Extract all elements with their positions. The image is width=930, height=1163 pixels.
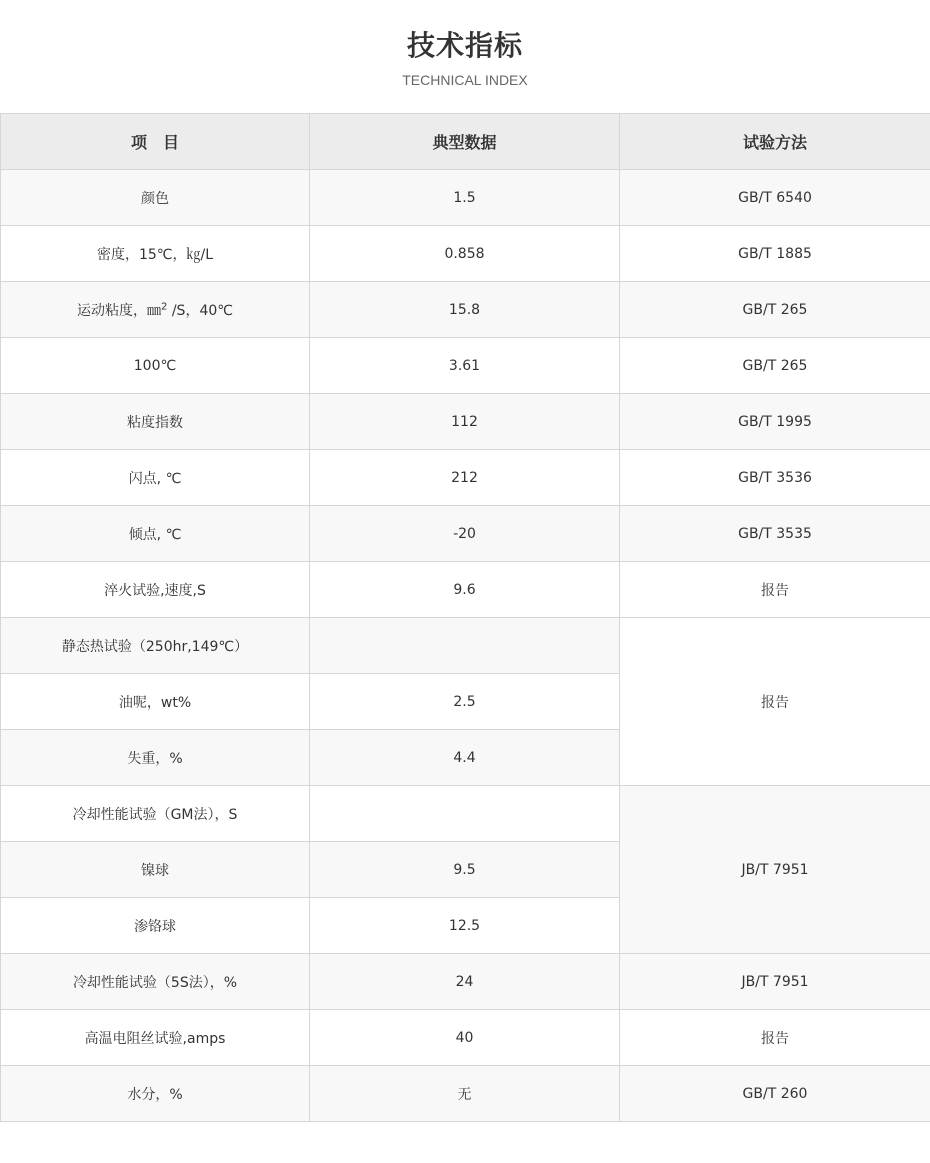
value-cell: 40 [310, 1010, 620, 1066]
superscript: 2 [161, 300, 168, 312]
table-row [1, 450, 930, 506]
value-cell: 4.4 [310, 730, 620, 786]
table-row [1, 170, 930, 226]
item-cell: 淬火试验,速度,S [1, 562, 310, 618]
method-cell: GB/T 265 [620, 282, 930, 338]
column-header-method: 试验方法 [620, 114, 930, 170]
value-cell: 0.858 [310, 226, 620, 282]
value-cell: 9.5 [310, 842, 620, 898]
value-cell [310, 786, 620, 842]
value-cell: 112 [310, 394, 620, 450]
method-cell: JB/T 7951 [620, 954, 930, 1010]
item-cell: 颜色 [1, 170, 310, 226]
value-cell: 无 [310, 1066, 620, 1122]
page-title: 技术指标 [406, 29, 523, 62]
item-cell: 密度，15℃，㎏/L [1, 226, 310, 282]
item-cell: 油呢，wt% [1, 674, 310, 730]
method-cell: GB/T 265 [620, 338, 930, 394]
table-row [1, 618, 930, 674]
table-row [1, 226, 930, 282]
table-row [1, 786, 930, 842]
value-cell: 2.5 [310, 674, 620, 730]
table-row [1, 394, 930, 450]
value-cell: -20 [310, 506, 620, 562]
item-cell: 100℃ [1, 338, 310, 394]
table-row [1, 338, 930, 394]
item-cell: 失重，% [1, 730, 310, 786]
value-cell: 212 [310, 450, 620, 506]
page-subtitle: TECHNICAL INDEX [402, 72, 528, 88]
item-cell: 镍球 [1, 842, 310, 898]
table-row [1, 1066, 930, 1122]
value-cell [310, 618, 620, 674]
value-cell: 12.5 [310, 898, 620, 954]
table-row [1, 562, 930, 618]
method-cell: GB/T 3536 [620, 450, 930, 506]
value-cell: 24 [310, 954, 620, 1010]
table-row [1, 506, 930, 562]
value-cell: 3.61 [310, 338, 620, 394]
value-cell: 1.5 [310, 170, 620, 226]
item-cell: 倾点, ℃ [1, 506, 310, 562]
column-header-item: 项 目 [1, 114, 310, 170]
table-header-row [1, 114, 930, 170]
method-cell: GB/T 1885 [620, 226, 930, 282]
method-cell: GB/T 6540 [620, 170, 930, 226]
method-cell: GB/T 260 [620, 1066, 930, 1122]
item-cell: 渗铬球 [1, 898, 310, 954]
item-cell: 冷却性能试验（GM法），S [1, 786, 310, 842]
item-cell: 闪点, ℃ [1, 450, 310, 506]
value-cell: 15.8 [310, 282, 620, 338]
method-cell: GB/T 1995 [620, 394, 930, 450]
table-row [1, 1010, 930, 1066]
method-cell: 报告 [620, 562, 930, 618]
item-text: 运动粘度，㎜ [77, 302, 162, 319]
method-cell-merged: 报告 [620, 618, 930, 786]
value-cell: 9.6 [310, 562, 620, 618]
item-cell: 水分，% [1, 1066, 310, 1122]
item-cell: 冷却性能试验（5S法），% [1, 954, 310, 1010]
item-cell [1, 282, 310, 338]
technical-index-table [0, 113, 930, 1122]
item-cell: 静态热试验（250hr,149℃） [1, 618, 310, 674]
method-cell: 报告 [620, 1010, 930, 1066]
method-cell-merged: JB/T 7951 [620, 786, 930, 954]
item-cell: 高温电阻丝试验,amps [1, 1010, 310, 1066]
table-row [1, 282, 930, 338]
item-cell: 粘度指数 [1, 394, 310, 450]
method-cell: GB/T 3535 [620, 506, 930, 562]
table-row [1, 954, 930, 1010]
item-text-suffix: /S，40℃ [167, 302, 233, 319]
column-header-value: 典型数据 [310, 114, 620, 170]
